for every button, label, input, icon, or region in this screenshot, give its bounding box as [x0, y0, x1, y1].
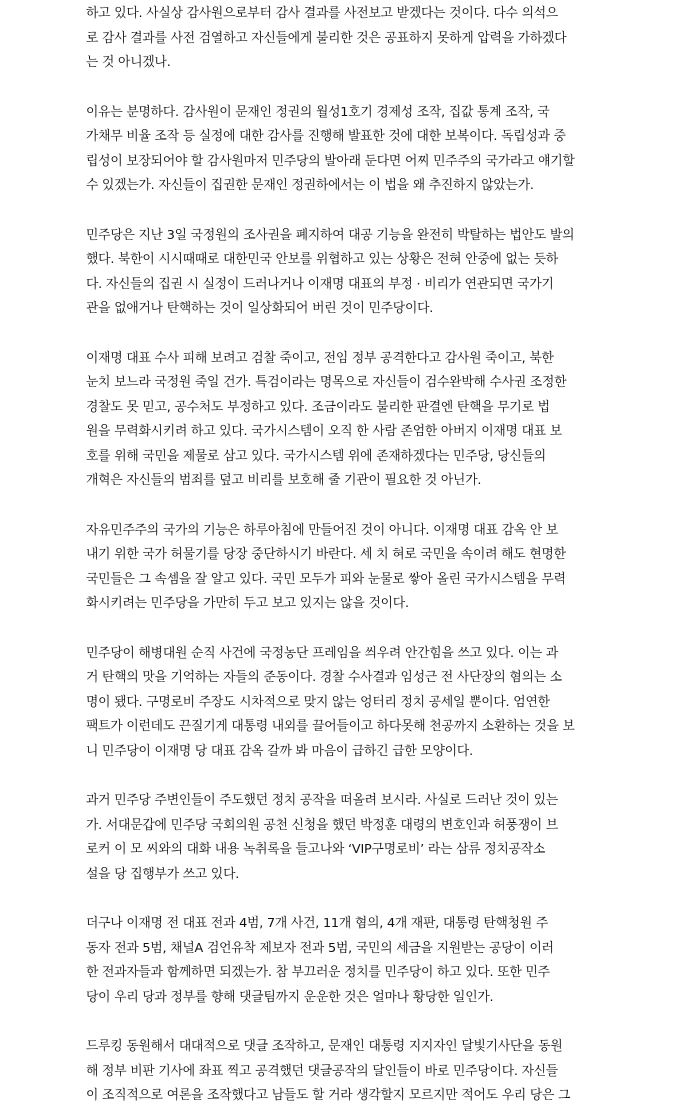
text-line: 수 있겠는가. 자신들이 집권한 문재인 정권하에서는 이 법을 왜 추진하지 않았는가.: [86, 178, 534, 193]
text-line: 자유민주주의 국가의 기능은 하루아침에 만들어진 것이 아니다. 이재명 대표 감옥 안 보: [86, 522, 559, 538]
text-line: 가. 서대문갑에 민주당 국회의원 공천 신청을 했던 박정훈 대령의 변호인과 허풍쟁이 브: [86, 817, 559, 833]
paragraph-8: [86, 912, 626, 1010]
text-line: 가채무 비율 조작 등 실정에 대한 감사를 진행해 발표한 것에 대한 보복이다. 독립성과 중: [86, 129, 566, 144]
text-line: 민주당이 해병대원 순직 사건에 국정농단 프레임을 씌우려 안간힘을 쓰고 있다. 이는 과: [86, 645, 559, 661]
text-line: 이재명 대표 수사 피해 보려고 검찰 죽이고, 전임 정부 공격한다고 감사원 죽이고, 북한: [86, 350, 554, 366]
text-line: 국민들은 그 속셈을 잘 알고 있다. 국민 모두가 피와 눈물로 쌓아 올린 국가시스템을 무력: [86, 571, 566, 587]
paragraph-3: [86, 224, 626, 322]
text-line: 이 조직적으로 여론을 조작했다고 남들도 할 거라 생각할지 모르지만 적어도 우리 당은 그: [86, 1088, 571, 1103]
text-line: 했다. 북한이 시시때때로 대한민국 안보를 위협하고 있는 상황은 전혀 안중에 없는 듯하: [86, 252, 559, 267]
text-line: 관을 없애거나 탄핵하는 것이 일상화되어 버린 것이 민주당이다.: [86, 301, 434, 316]
text-line: 더구나 이재명 전 대표 전과 4범, 7개 사건, 11개 혐의, 4개 재판, 대통령 탄핵청원 주: [86, 916, 549, 931]
text-line: 다. 자신들의 집권 시 실정이 드러나거나 이재명 대표의 부정 · 비리가 연관되면 국가기: [86, 276, 554, 292]
paragraph-4: [86, 347, 626, 494]
text-line: 드루킹 동원해서 대대적으로 댓글 조작하고, 문재인 대통령 지지자인 달빛기사단을 동원: [86, 1039, 563, 1054]
paragraph-1: [86, 2, 626, 76]
text-line: 립성이 보장되어야 할 감사원마저 민주당의 발아래 둔다면 어찌 민주주의 국가라고 얘기할: [86, 153, 575, 169]
text-line: 개혁은 자신들의 범죄를 덮고 비리를 보호해 줄 기관이 필요한 것 아닌가.: [86, 473, 482, 488]
paragraph-6: [86, 642, 626, 765]
paragraph-gap: [86, 199, 626, 224]
paragraph-9: [86, 1035, 626, 1109]
paragraph-gap: [86, 322, 626, 347]
text-line: 경찰도 못 믿고, 공수처도 부정하고 있다. 조금이라도 불리한 판결엔 탄핵을 무기로 법: [86, 399, 550, 415]
document-page: [86, 0, 626, 1109]
text-line: 동자 전과 5범, 채널A 검언유착 제보자 전과 5범, 국민의 세금을 지원받는 공당이 이러: [86, 940, 554, 956]
text-line: 호를 위해 국민을 제물로 삼고 있다. 국가시스템 위에 존재하겠다는 민주당, 당신들의: [86, 448, 546, 464]
text-line: 내기 위한 국가 허물기를 당장 중단하시기 바란다. 세 치 혀로 국민을 속이려 해도 현명한: [86, 547, 566, 562]
paragraph-2: [86, 101, 626, 199]
text-line: 당이 우리 당과 정부를 향해 댓글팀까지 운운한 것은 얼마나 황당한 일인가.: [86, 989, 494, 1005]
text-line: 해 정부 비판 기사에 좌표 찍고 공격했던 댓글공작의 달인들이 바로 민주당이다. 자신들: [86, 1063, 559, 1079]
paragraph-gap: [86, 887, 626, 912]
text-line: 설을 당 집행부가 쓰고 있다.: [86, 866, 240, 882]
text-line: 원을 무력화시키려 하고 있다. 국가시스템이 오직 한 사람 존엄한 아버지 이재명 대표 보: [86, 424, 562, 439]
paragraph-7: [86, 789, 626, 887]
text-line: 는 것 아니겠나.: [86, 55, 171, 70]
text-line: 과거 민주당 주변인들이 주도했던 정치 공작을 떠올려 보시라. 사실로 드러난 것이 있는: [86, 793, 559, 808]
text-line: 화시키려는 민주당을 가만히 두고 보고 있지는 않을 것이다.: [86, 596, 409, 611]
text-line: 로 감사 결과를 사전 검열하고 자신들에게 불리한 것은 공표하지 못하게 압력을 가하겠다: [86, 30, 567, 46]
text-line: 민주당은 지난 3일 국정원의 조사권을 폐지하여 대공 기능을 완전히 박탈하는 법안도 발의: [86, 227, 575, 243]
text-line: 눈치 보느라 국정원 죽일 건가. 특검이라는 명목으로 자신들이 검수완박해 수사권 조정한: [86, 375, 567, 390]
paragraph-gap: [86, 1010, 626, 1035]
paragraph-gap: [86, 494, 626, 519]
paragraph-gap: [86, 76, 626, 101]
text-line: 니 민주당이 이재명 당 대표 감옥 갈까 봐 마음이 급하긴 급한 모양이다.: [86, 743, 473, 759]
paragraph-gap: [86, 617, 626, 642]
paragraph-gap: [86, 764, 626, 789]
text-line: 이유는 분명하다. 감사원이 문재인 정권의 월성1호기 경제성 조작, 집값 통계 조작, 국: [86, 104, 550, 120]
text-line: 한 전과자들과 함께하면 되겠는가. 참 부끄러운 정치를 민주당이 하고 있다. 또한 민주: [86, 965, 550, 980]
text-line: 로커 이 모 씨와의 대화 내용 녹취록을 들고나와 ‘VIP구명로비’ 라는 삼류 정치공작소: [86, 842, 546, 857]
paragraph-5: [86, 519, 626, 617]
text-line: 명이 됐다. 구명로비 주장도 시차적으로 맞지 않는 엉터리 정치 공세일 뿐이다. 엄연한: [86, 694, 550, 710]
text-line: 하고 있다. 사실상 감사원으로부터 감사 결과를 사전보고 받겠다는 것이다. 다수 의석으: [86, 6, 559, 21]
text-line: 거 탄핵의 맛을 기억하는 자들의 준동이다. 경찰 수사결과 임성근 전 사단장의 혐의는 소: [86, 670, 562, 685]
text-line: 팩트가 이런데도 끈질기게 대통령 내외를 끌어들이고 하다못해 천공까지 소환하는 것을 보: [86, 719, 575, 734]
